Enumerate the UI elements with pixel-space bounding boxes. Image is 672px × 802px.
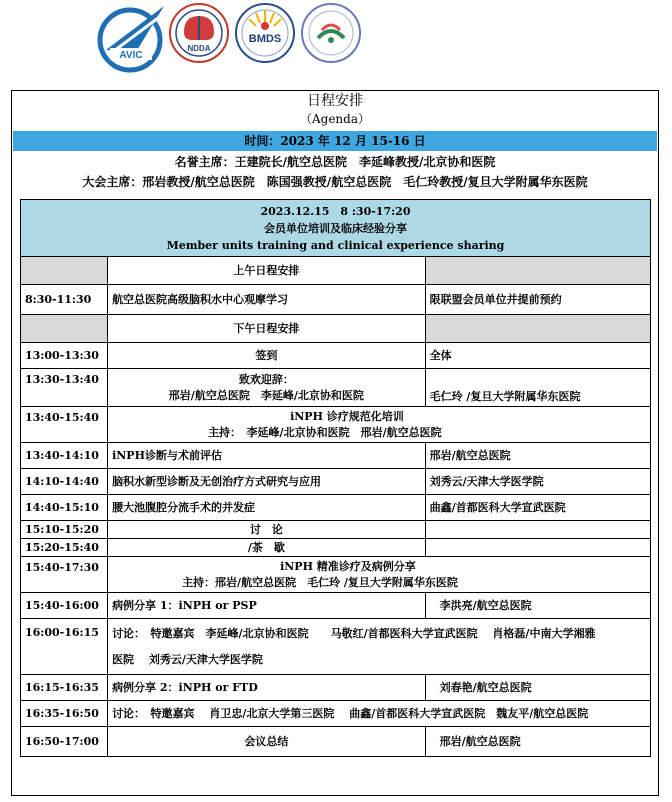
table-row <box>21 343 651 369</box>
row-content-line1: 致欢迎辞： <box>238 372 294 386</box>
bmds-logo-text: BMDS <box>248 33 282 45</box>
row-time: 15:10-15:20 <box>21 521 108 539</box>
avic-logo <box>96 2 168 76</box>
society-logo <box>300 2 362 64</box>
table-row <box>21 539 651 557</box>
table-row <box>21 495 651 521</box>
table-row <box>21 619 651 675</box>
row-time: 15:40-17:30 <box>21 557 108 593</box>
row-time: 13:40-14:10 <box>21 443 108 469</box>
bmds-logo <box>234 2 296 64</box>
table-row <box>21 701 651 727</box>
row-content: 讨论： 特邀嘉宾 肖卫忠/北京大学第三医院 曲鑫/首都医科大学宣武医院 魏友平/航空总医院 <box>108 701 651 727</box>
event-time-bar: 时间：2023 年 12 月 15-16 日 <box>13 131 657 151</box>
row-content: 病例分享 2：iNPH or FTD <box>108 675 426 701</box>
row-content: /茶 歇 <box>108 539 426 557</box>
table-row <box>21 443 651 469</box>
row-content-line1: iNPH 诊疗规范化培训 <box>290 409 404 423</box>
session-header-row <box>21 200 651 257</box>
row-content: 讨 论 <box>108 521 426 539</box>
session-date: 2023.12.15 8 :30-17:20 <box>260 204 411 218</box>
row-speaker: 限联盟会员单位并提前预约 <box>425 285 650 315</box>
row-content-line2: 主持：邢岩/航空总医院 毛仁玲 /复旦大学附属华东医院 <box>182 575 458 589</box>
morning-header: 上午日程安排 <box>108 257 426 285</box>
row-content: 签到 <box>108 343 426 369</box>
row-speaker: 刘春艳/航空总医院 <box>425 675 650 701</box>
morning-header-row <box>21 257 651 285</box>
ndda-logo-text: NDDA <box>187 44 211 53</box>
agenda-table <box>20 199 651 757</box>
honorary-chairs: 名誉主席：王建院长/航空总医院 李延峰教授/北京协和医院 <box>174 155 496 169</box>
row-time: 16:15-16:35 <box>21 675 108 701</box>
agenda-subtitle: （Agenda） <box>299 112 370 126</box>
table-row <box>21 285 651 315</box>
row-content-line2: 医院 刘秀云/天津大学医学院 <box>112 652 263 666</box>
table-row <box>21 469 651 495</box>
row-content: iNPH诊断与术前评估 <box>108 443 426 469</box>
table-row <box>21 369 651 407</box>
session-title-cn: 会员单位培训及临床经验分享 <box>264 221 407 235</box>
row-time: 14:10-14:40 <box>21 469 108 495</box>
table-row <box>21 557 651 593</box>
row-time: 16:00-16:15 <box>21 619 108 675</box>
row-content-line1: 讨论： 特邀嘉宾 李延峰/北京协和医院 马敬红/首都医科大学宣武医院 肖格磊/中南大学湘雅 <box>112 626 596 640</box>
table-row <box>21 593 651 619</box>
row-time: 13:30-13:40 <box>21 369 108 407</box>
row-speaker: 邢岩/航空总医院 <box>425 727 650 757</box>
row-time: 13:00-13:30 <box>21 343 108 369</box>
row-content: 航空总医院高级脑积水中心观摩学习 <box>108 285 426 315</box>
table-row <box>21 521 651 539</box>
afternoon-header: 下午日程安排 <box>108 315 426 343</box>
row-speaker: 曲鑫/首都医科大学宣武医院 <box>425 495 650 521</box>
row-content: 腰大池腹腔分流手术的并发症 <box>108 495 426 521</box>
conference-chairs: 大会主席：邢岩教授/航空总医院 陈国强教授/航空总医院 毛仁玲教授/复旦大学附属华东医院 <box>82 175 588 189</box>
row-time: 16:50-17:00 <box>21 727 108 757</box>
row-speaker: 李洪亮/航空总医院 <box>425 593 650 619</box>
row-content-line2: 主持： 李延峰/北京协和医院 邢岩/航空总医院 <box>208 425 442 439</box>
session-title-en: Member units training and clinical experience sharing <box>166 238 505 252</box>
row-content: 会议总结 <box>108 727 426 757</box>
row-speaker: 邢岩/航空总医院 <box>425 443 650 469</box>
table-row <box>21 727 651 757</box>
table-row <box>21 407 651 443</box>
row-time: 15:40-16:00 <box>21 593 108 619</box>
row-time: 14:40-15:10 <box>21 495 108 521</box>
row-content: 脑积水新型诊断及无创治疗方式研究与应用 <box>108 469 426 495</box>
row-time: 16:35-16:50 <box>21 701 108 727</box>
row-speaker: 全体 <box>425 343 650 369</box>
avic-logo-text: AVIC <box>119 50 143 61</box>
row-content-line2: 邢岩/航空总医院 李延峰/北京协和医院 <box>168 388 364 402</box>
row-time: 13:40-15:40 <box>21 407 108 443</box>
row-speaker: 毛仁玲 /复旦大学附属华东医院 <box>425 369 650 407</box>
row-content: 病例分享 1：iNPH or PSP <box>108 593 426 619</box>
ndda-logo <box>168 2 230 64</box>
row-speaker: 刘秀云/天津大学医学院 <box>425 469 650 495</box>
afternoon-header-row <box>21 315 651 343</box>
table-row <box>21 675 651 701</box>
row-content-line1: iNPH 精准诊疗及病例分享 <box>280 559 416 573</box>
row-time: 8:30-11:30 <box>21 285 108 315</box>
row-time: 15:20-15:40 <box>21 539 108 557</box>
agenda-title: 日程安排 <box>307 93 363 109</box>
